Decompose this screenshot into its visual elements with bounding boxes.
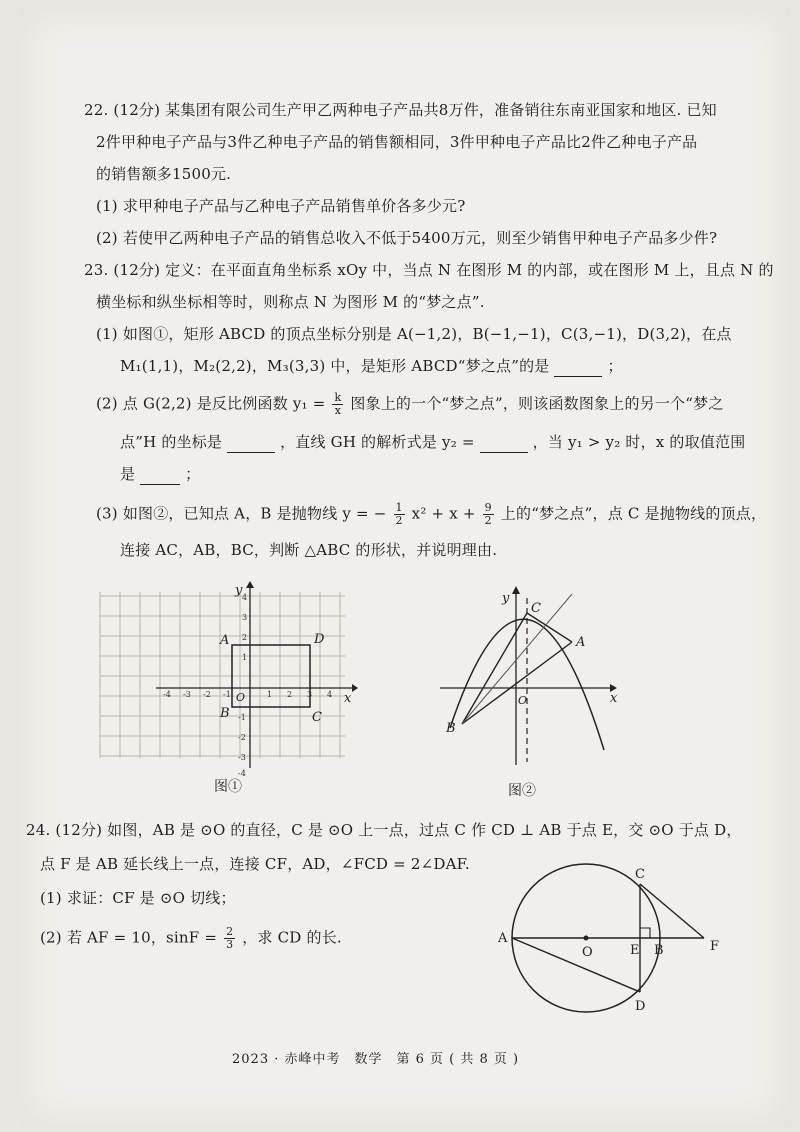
y-tick-label: -1 bbox=[238, 713, 246, 722]
point-label-c: C bbox=[531, 601, 541, 616]
q23-part1-a: (1) 如图①，矩形 ABCD 的顶点坐标分别是 A(−1,2)，B(−1,−1)，C(3,−1)，D(3,2)，在点 bbox=[96, 325, 732, 343]
y-tick-label: 3 bbox=[242, 613, 248, 622]
x-tick-label: 1 bbox=[267, 690, 273, 699]
point-label-f: F bbox=[710, 939, 720, 954]
q23-part2-c bbox=[120, 464, 200, 485]
segment-ba bbox=[462, 642, 572, 724]
q23-part2-b bbox=[120, 432, 745, 453]
q23-part2-c-text2: ； bbox=[185, 465, 201, 483]
q23-part2-b-text2: ，直线 GH 的解析式是 y₂ = bbox=[280, 433, 475, 451]
segment-ad bbox=[512, 938, 640, 992]
y-tick-label: 4 bbox=[242, 593, 248, 602]
point-label-o: O bbox=[582, 945, 593, 960]
q23-part3-b: 连接 AC，AB，BC，判断 △ABC 的形状，并说明理由. bbox=[120, 541, 498, 559]
exam-page bbox=[20, 8, 790, 1126]
q24-line2: 点 F 是 AB 延长线上一点，连接 CF，AD，∠FCD = 2∠DAF. bbox=[40, 855, 470, 873]
q23-part2-a bbox=[96, 392, 724, 417]
q23-part3-a bbox=[96, 502, 766, 527]
x-tick-label: -2 bbox=[203, 690, 211, 699]
point-label-b: B bbox=[654, 943, 664, 958]
q23-part3-a-text3: 上的“梦之点”，点 C 是抛物线的顶点， bbox=[500, 504, 767, 523]
q23-part1-b-end: ； bbox=[607, 357, 623, 375]
q23-part2-b-text1: 点”H 的坐标是 bbox=[120, 433, 223, 451]
y-tick-label: -2 bbox=[238, 733, 246, 742]
q22-part2: (2) 若使甲乙两种电子产品的销售总收入不低于5400万元，则至少销售甲种电子产品多少件? bbox=[96, 229, 718, 247]
y-axis-arrow-icon bbox=[246, 581, 254, 588]
fraction-k-over-x: $\frac{k}{x}$ bbox=[334, 391, 342, 417]
point-label-a: A bbox=[576, 635, 586, 650]
q22-line2: 2件甲种电子产品与3件乙种电子产品的销售额相同，3件甲种电子产品比2件乙种电子产品 bbox=[96, 133, 698, 151]
q23-part2-a-rest: 图象上的一个“梦之点”，则该函数图象上的另一个“梦之 bbox=[350, 394, 724, 413]
x-axis-label: x bbox=[610, 691, 618, 706]
q23-line2: 横坐标和纵坐标相等时，则称点 N 为图形 M 的“梦之点”. bbox=[96, 293, 485, 311]
q23-part3-a-text1: (3) 如图②，已知点 A，B 是抛物线 y = − bbox=[96, 504, 387, 523]
q24-heading: 24. (12分) 如图，AB 是 ⊙O 的直径，C 是 ⊙O 上一点，过点 C 作 CD ⊥ AB 于点 E，交 ⊙O 于点 D， bbox=[26, 821, 742, 839]
point-label-e: E bbox=[630, 943, 640, 958]
y-tick-label: 1 bbox=[242, 653, 248, 662]
y-tick-label: -4 bbox=[238, 769, 246, 778]
x-tick-label: 3 bbox=[307, 690, 313, 699]
point-label-a: A bbox=[498, 931, 508, 946]
answer-blank[interactable] bbox=[227, 432, 275, 453]
fraction-one-half: $\frac{1}{2}$ bbox=[395, 501, 403, 527]
x-axis-arrow-icon bbox=[352, 684, 358, 692]
q23-part2-c-text1: 是 bbox=[120, 465, 136, 483]
y-axis-arrow-icon bbox=[512, 586, 520, 594]
segment-ca bbox=[527, 613, 572, 642]
q23-part3-a-text2: x² + x + bbox=[411, 504, 476, 523]
q23-part2-b-text3: ，当 y₁ > y₂ 时，x 的取值范围 bbox=[532, 433, 746, 451]
answer-blank[interactable] bbox=[480, 432, 528, 453]
segment-bc bbox=[462, 613, 527, 724]
q23-part2-a-text: (2) 点 G(2,2) 是反比例函数 y₁ = bbox=[96, 394, 326, 413]
x-tick-label: -3 bbox=[183, 690, 191, 699]
answer-blank[interactable] bbox=[140, 464, 180, 485]
figure-3-circle-tangent bbox=[490, 860, 760, 1020]
page-footer: 2023 · 赤峰中考 数学 第 6 页 ( 共 8 页 ) bbox=[232, 1052, 520, 1067]
q24-part1: (1) 求证：CF 是 ⊙O 切线； bbox=[40, 889, 236, 907]
y-axis-label: y bbox=[502, 591, 510, 606]
point-label-c: C bbox=[312, 710, 322, 725]
answer-blank[interactable] bbox=[554, 356, 602, 377]
point-label-b: B bbox=[220, 706, 230, 721]
fraction-nine-halves: $\frac{9}{2}$ bbox=[484, 501, 492, 527]
x-tick-label: -1 bbox=[223, 690, 231, 699]
point-label-b: B bbox=[446, 721, 456, 736]
q23-heading: 23. (12分) 定义：在平面直角坐标系 xOy 中，当点 N 在图形 M 的内部，或在图形 M 上，且点 N 的 bbox=[84, 261, 774, 279]
origin-label: O bbox=[518, 694, 528, 707]
figure-2-parabola bbox=[432, 580, 622, 770]
q22-part1: (1) 求甲种电子产品与乙种电子产品销售单价各多少元? bbox=[96, 197, 466, 215]
grid-lines bbox=[100, 592, 345, 758]
q23-part1-b bbox=[120, 356, 623, 377]
x-tick-label: 4 bbox=[327, 690, 333, 699]
point-label-d: D bbox=[635, 999, 646, 1014]
x-tick-label: -4 bbox=[163, 690, 171, 699]
y-axis-label: y bbox=[235, 583, 243, 598]
q24-part2-text1: (2) 若 AF = 10，sinF = bbox=[40, 928, 218, 947]
q24-part2-text2: ，求 CD 的长. bbox=[242, 928, 342, 947]
point-label-a: A bbox=[220, 633, 230, 648]
figure-1-rectangle-grid bbox=[90, 580, 360, 778]
fraction-two-thirds: $\frac{2}{3}$ bbox=[226, 925, 234, 951]
q22-line3: 的销售额多1500元. bbox=[96, 165, 232, 183]
point-label-c: C bbox=[635, 867, 645, 882]
figure-2-caption: 图② bbox=[508, 783, 536, 799]
right-angle-mark bbox=[640, 928, 650, 938]
origin-label: O bbox=[236, 691, 246, 704]
figure-1-caption: 图① bbox=[214, 779, 242, 795]
center-point bbox=[584, 936, 589, 941]
y-tick-label: -3 bbox=[238, 753, 246, 762]
q23-part1-b-text: M₁(1,1)，M₂(2,2)，M₃(3,3) 中，是矩形 ABCD“梦之点”的是 bbox=[120, 357, 550, 375]
q22-heading: 22. (12分) 某集团有限公司生产甲乙两种电子产品共8万件，准备销往东南亚国家和地区. 已知 bbox=[84, 101, 717, 119]
x-axis-label: x bbox=[344, 691, 352, 706]
point-label-d: D bbox=[314, 632, 325, 647]
x-tick-label: 2 bbox=[287, 690, 293, 699]
y-tick-label: 2 bbox=[242, 633, 248, 642]
q24-part2 bbox=[40, 926, 342, 951]
